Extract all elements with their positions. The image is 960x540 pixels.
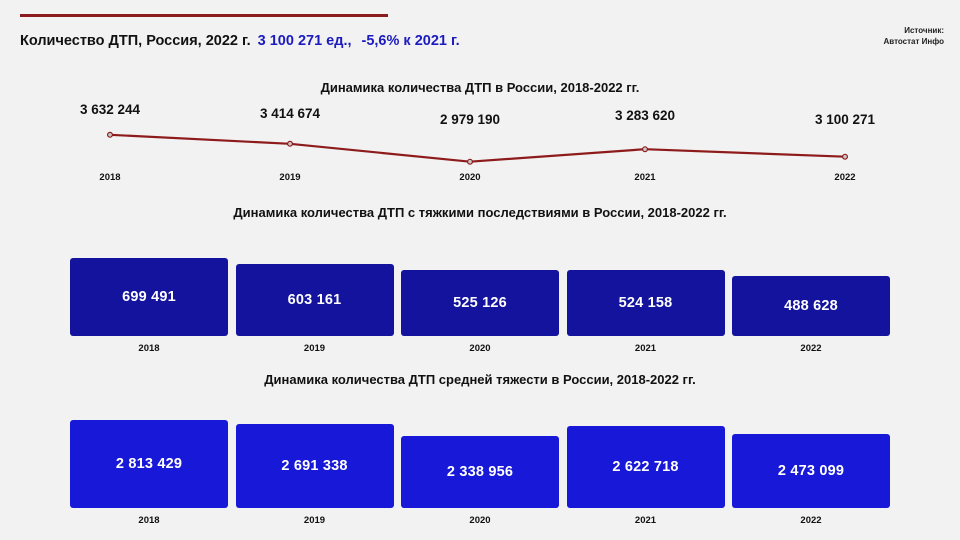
bar — [567, 426, 725, 508]
line-data-label: 3 414 674 — [259, 106, 321, 121]
page-title — [20, 33, 460, 49]
bar-value-label: 603 161 — [287, 292, 342, 308]
bar-column — [732, 434, 890, 526]
bar-axis-label: 2022 — [800, 343, 822, 354]
bar-chart-1 — [70, 246, 890, 354]
line-chart — [0, 100, 960, 195]
bar-column — [567, 426, 725, 526]
bar-chart-2-title: Динамика количества ДТП средней тяжести в России, 2018-2022 гг. — [264, 372, 696, 387]
headline-delta: -5,6% к 2021 г. — [361, 33, 460, 49]
bar — [70, 258, 228, 336]
bar-axis-label: 2020 — [469, 515, 491, 526]
bar-axis-label: 2018 — [138, 515, 160, 526]
bar-column — [70, 258, 228, 354]
bar-value-label: 2 338 956 — [446, 464, 514, 480]
headline-title: Количество ДТП, Россия, 2022 г. — [20, 33, 251, 49]
bar-column — [401, 436, 559, 526]
bar-value-label: 699 491 — [122, 289, 176, 305]
line-axis-label: 2021 — [634, 172, 656, 183]
bar-value-label: 488 628 — [784, 298, 838, 314]
bar-axis-label: 2019 — [303, 515, 326, 526]
bar-column — [401, 270, 559, 354]
bar-value-label: 2 813 429 — [115, 456, 183, 472]
line-axis-label: 2022 — [834, 172, 856, 183]
headline-value: 3 100 271 ед., — [257, 33, 352, 49]
bar-chart-1-title: Динамика количества ДТП с тяжкими последствиями в России, 2018-2022 гг. — [233, 205, 727, 220]
source-note — [883, 26, 944, 48]
bar — [567, 270, 725, 336]
bar-value-label: 2 691 338 — [281, 458, 348, 474]
accent-rule — [20, 14, 388, 17]
bar-value-label: 525 126 — [453, 295, 507, 311]
line-data-label: 2 979 190 — [439, 112, 501, 127]
bar-axis-label: 2022 — [800, 515, 822, 526]
line-chart-plot — [0, 126, 960, 171]
line-axis-label: 2018 — [99, 172, 121, 183]
bar-axis-label: 2020 — [469, 343, 491, 354]
bar-value-label: 2 473 099 — [777, 463, 845, 479]
source-label: Источник: — [904, 26, 944, 35]
bar-column — [236, 264, 394, 354]
bar — [732, 276, 890, 336]
bar — [236, 264, 394, 336]
line-chart-data-labels — [0, 100, 960, 127]
line-data-label: 3 100 271 — [814, 112, 876, 127]
bar — [70, 420, 228, 508]
bar-axis-label: 2019 — [303, 343, 326, 354]
line-axis-label: 2019 — [279, 172, 301, 183]
bar — [401, 436, 559, 508]
bar-value-label: 2 622 718 — [612, 459, 679, 475]
bar-axis-label: 2021 — [634, 515, 657, 526]
bar-value-label: 524 158 — [618, 295, 673, 311]
bar — [732, 434, 890, 508]
bar-column — [567, 270, 725, 354]
bar — [236, 424, 394, 508]
line-axis-label: 2020 — [459, 172, 481, 183]
line-chart-title: Динамика количества ДТП в России, 2018-2022 гг. — [320, 80, 640, 95]
bar-chart-2 — [70, 408, 890, 526]
line-data-label: 3 632 244 — [79, 102, 141, 117]
bar — [401, 270, 559, 336]
bar-column — [732, 276, 890, 354]
source-name: Автостат Инфо — [883, 36, 944, 46]
bar-axis-label: 2018 — [138, 343, 160, 354]
bar-column — [236, 424, 394, 526]
bar-axis-label: 2021 — [634, 343, 657, 354]
line-data-label: 3 283 620 — [614, 108, 676, 123]
bar-column — [70, 420, 228, 526]
